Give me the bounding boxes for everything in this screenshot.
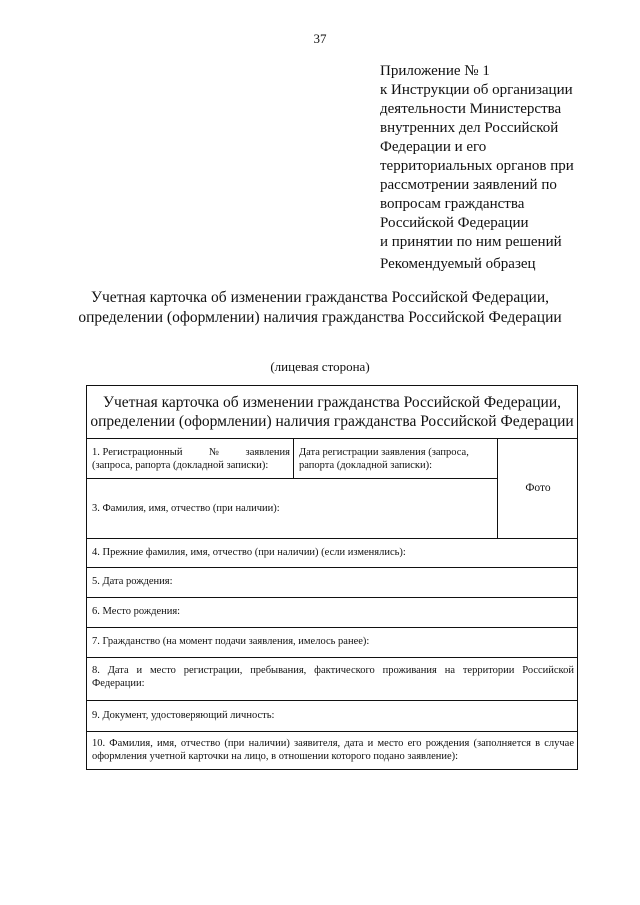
field-label-word: №	[209, 447, 220, 458]
field-identity-document: 9. Документ, удостоверяющий личность:	[92, 710, 275, 721]
document-title-line: Учетная карточка об изменении гражданства Российской Федерации,	[90, 289, 550, 306]
side-label: (лицевая сторона)	[270, 359, 370, 374]
record-card-form	[86, 385, 578, 770]
field-full-name: 3. Фамилия, имя, отчество (при наличии):	[92, 503, 280, 514]
recommended-sample-label: Рекомендуемый образец	[380, 256, 536, 272]
page-number: 37	[313, 31, 327, 46]
field-registration-number	[92, 446, 290, 472]
appendix-line: внутренних дел Российской	[380, 120, 559, 136]
field-label-line: (запроса, рапорта (докладной записки):	[92, 460, 269, 471]
divider	[87, 438, 577, 439]
field-label-word: заявления	[245, 447, 290, 458]
appendix-line: вопросам гражданства	[380, 196, 525, 212]
appendix-line: рассмотрении заявлений по	[380, 177, 557, 193]
appendix-line: и принятии по ним решений	[380, 234, 562, 250]
document-title	[60, 288, 580, 328]
appendix-line: территориальных органов при	[380, 158, 574, 174]
field-registration-address: 8. Дата и место регистрации, пребывания, фактического проживания на территории Российской Федерации:	[92, 665, 574, 689]
divider	[293, 438, 294, 478]
card-title-line: определении (оформлении) наличия гражданства Российской Федерации	[90, 413, 574, 430]
field-birth-place: 6. Место рождения:	[92, 606, 181, 617]
photo-placeholder: Фото	[525, 482, 551, 494]
appendix-line: Федерации и его	[380, 139, 487, 155]
appendix-line: к Инструкции об организации	[380, 82, 573, 98]
appendix-line: Приложение № 1	[380, 63, 490, 79]
document-title-line: определении (оформлении) наличия гражданства Российской Федерации	[78, 309, 562, 326]
divider	[87, 597, 577, 598]
divider	[87, 567, 577, 568]
field-birth-date: 5. Дата рождения:	[92, 576, 173, 587]
field-label-word: 1. Регистрационный	[92, 447, 183, 458]
appendix-line: Российской Федерации	[380, 215, 529, 231]
field-previous-names: 4. Прежние фамилия, имя, отчество (при наличии) (если изменялись):	[92, 547, 406, 558]
appendix-line: деятельности Министерства	[380, 101, 562, 117]
card-title	[87, 393, 577, 431]
divider	[87, 538, 577, 539]
divider	[87, 627, 577, 628]
field-registration-date: Дата регистрации заявления (запроса, рапорта (докладной записки):	[299, 447, 469, 471]
divider	[87, 731, 577, 732]
card-title-line: Учетная карточка об изменении гражданства Российской Федерации,	[102, 394, 562, 411]
divider	[87, 657, 577, 658]
field-applicant-details: 10. Фамилия, имя, отчество (при наличии) заявителя, дата и место его рождения (заполняется в случае оформления учетной карточки на лицо, в отношении которого подано заявление):	[92, 738, 574, 762]
divider	[87, 700, 577, 701]
appendix-header	[380, 62, 578, 252]
field-citizenship: 7. Гражданство (на момент подачи заявления, имелось ранее):	[92, 636, 370, 647]
divider	[87, 478, 497, 479]
